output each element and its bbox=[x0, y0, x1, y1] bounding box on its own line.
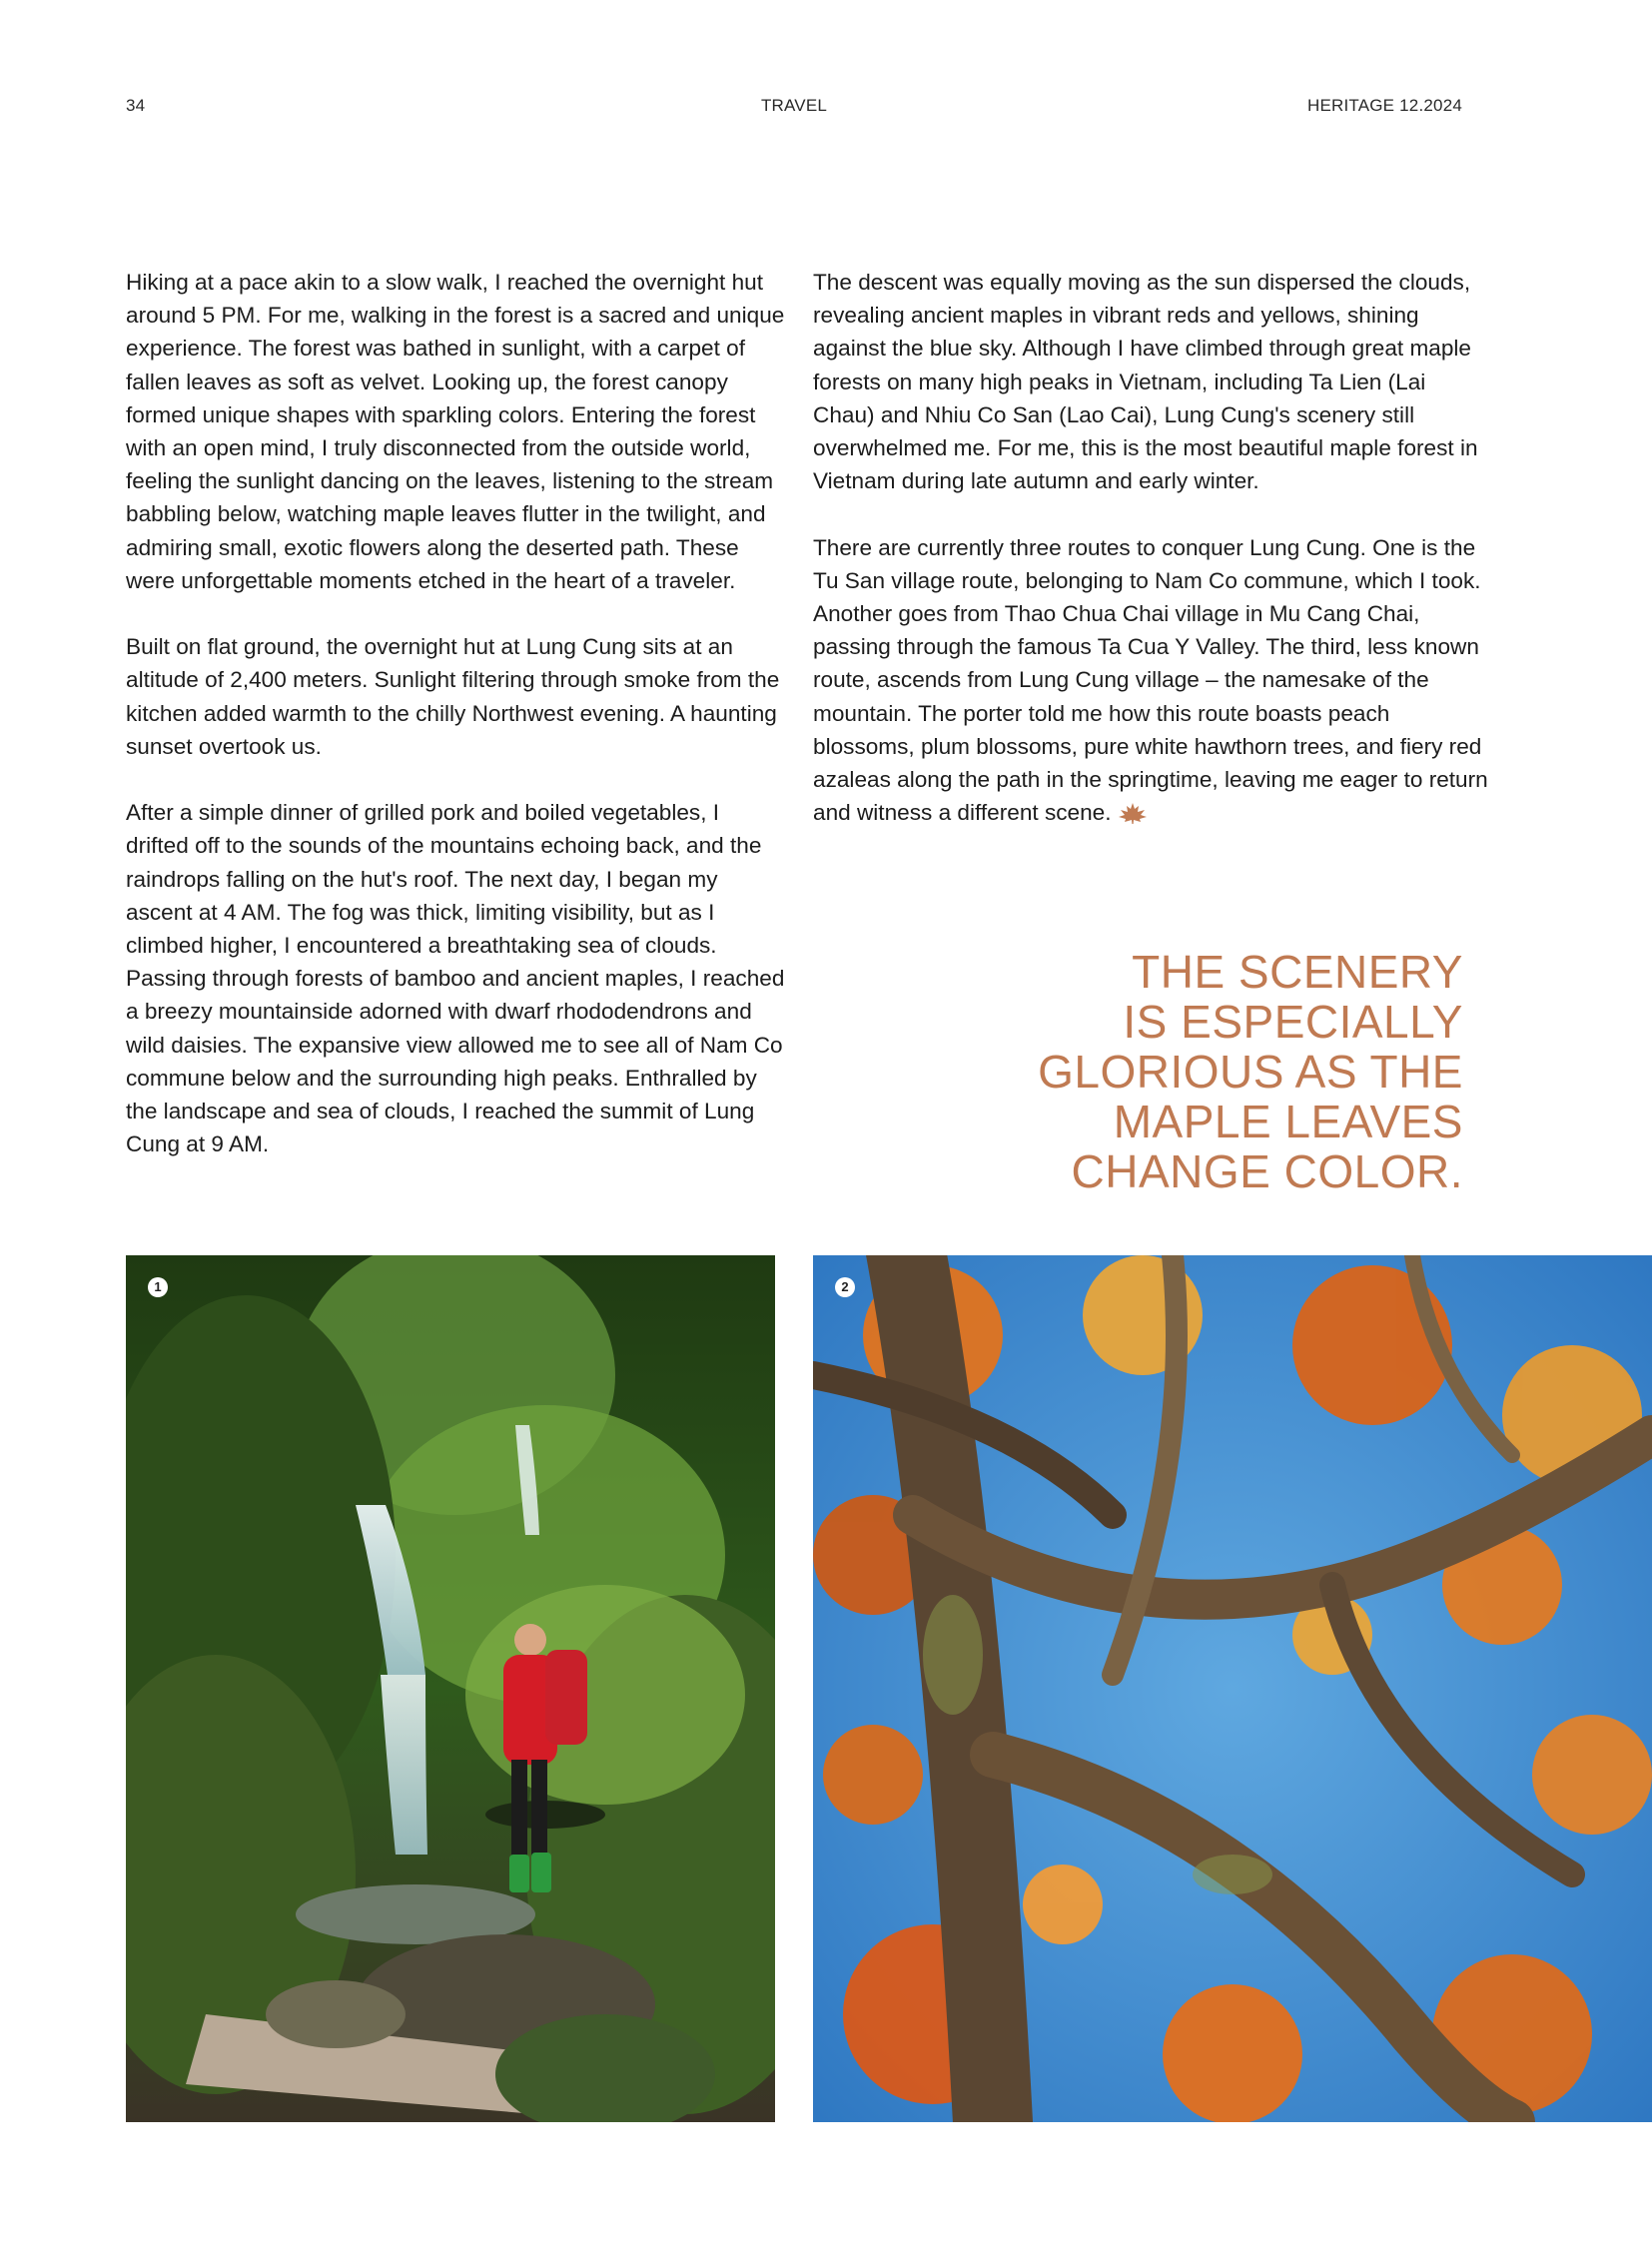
waterfall-illustration bbox=[126, 1255, 775, 2122]
pull-quote-line: IS ESPECIALLY bbox=[1123, 996, 1463, 1048]
pull-quote-line: MAPLE LEAVES bbox=[1113, 1096, 1463, 1147]
issue-label: HERITAGE 12.2024 bbox=[1306, 96, 1462, 115]
right-column bbox=[813, 266, 1488, 863]
paragraph: After a simple dinner of grilled pork and boiled vegetables, I drifted off to the sounds of the mountains echoing back, and the raindrops falling on the hut's roof. The next day, I began my ascent at 4 AM. The fog was thick, limiting visibility, but as I climbed higher, I encountered a breathtaking sea of clouds. Passing through forests of bamboo and ancient maples, I reached a breezy mountainside adorned with dwarf rhododendrons and wild daisies. The expansive view allowed me to see all of Nam Co commune below and the surrounding high peaks. Enthralled by the landscape and sea of clouds, I reached the summit of Lung Cung at 9 AM. bbox=[126, 800, 785, 1157]
paragraph: Built on flat ground, the overnight hut at Lung Cung sits at an altitude of 2,400 meters. Sunlight filtering through smoke from the kitchen added warmth to the chilly Northwest evening. A haunting sunset overtook us. bbox=[126, 634, 780, 759]
paragraph: The descent was equally moving as the sun dispersed the clouds, revealing ancient maples in vibrant reds and yellows, shining against the blue sky. Although I have climbed through great maple forests on many high peaks in Vietnam, including Ta Lien (Lai Chau) and Nhiu Co San (Lao Cai), Lung Cung's scenery still overwhelmed me. For me, this is the most beautiful maple forest in Vietnam during late autumn and early winter. bbox=[813, 270, 1478, 494]
pull-quote-line: THE SCENERY bbox=[1132, 946, 1463, 998]
paragraph-text: There are currently three routes to conquer Lung Cung. One is the Tu San village route, belonging to Nam Co commune, which I took. Another goes from Thao Chua Chai village in Mu Cang Chai, passing through the famous Ta Cua Y Valley. The third, less known route, ascends from Lung Cung village – the namesake of the mountain. The porter told me how this route boasts peach blossoms, plum blossoms, pure white hawthorn trees, and fiery red azaleas along the path in the springtime, leaving me eager to return and witness a different scene. bbox=[813, 534, 1488, 826]
pull-quote-line: CHANGE COLOR. bbox=[1071, 1145, 1463, 1197]
paragraph bbox=[813, 531, 1488, 830]
maple-illustration bbox=[813, 1255, 1652, 2122]
photo-maple-branches bbox=[813, 1255, 1652, 2122]
left-column bbox=[126, 266, 785, 1194]
pull-quote-line: GLORIOUS AS THE bbox=[1038, 1046, 1463, 1098]
photo-number-badge: 2 bbox=[835, 1277, 855, 1297]
section-label: TRAVEL bbox=[760, 96, 828, 115]
pull-quote bbox=[944, 947, 1463, 1196]
page-number: 34 bbox=[126, 96, 146, 115]
photo-waterfall-hiker bbox=[126, 1255, 775, 2122]
photo-number-badge: 1 bbox=[148, 1277, 168, 1297]
maple-leaf-icon bbox=[1118, 802, 1148, 824]
paragraph: Hiking at a pace akin to a slow walk, I reached the overnight hut around 5 PM. For me, walking in the forest is a sacred and unique experience. The forest was bathed in sunlight, with a carpet of fallen leaves as soft as velvet. Looking up, the forest canopy formed unique shapes with sparkling colors. Entering the forest with an open mind, I truly disconnected from the outside world, feeling the sunlight dancing on the leaves, listening to the stream babbling below, watching maple leaves flutter in the twilight, and admiring small, exotic flowers along the deserted path. These were unforgettable moments etched in the heart of a traveler. bbox=[126, 270, 785, 593]
